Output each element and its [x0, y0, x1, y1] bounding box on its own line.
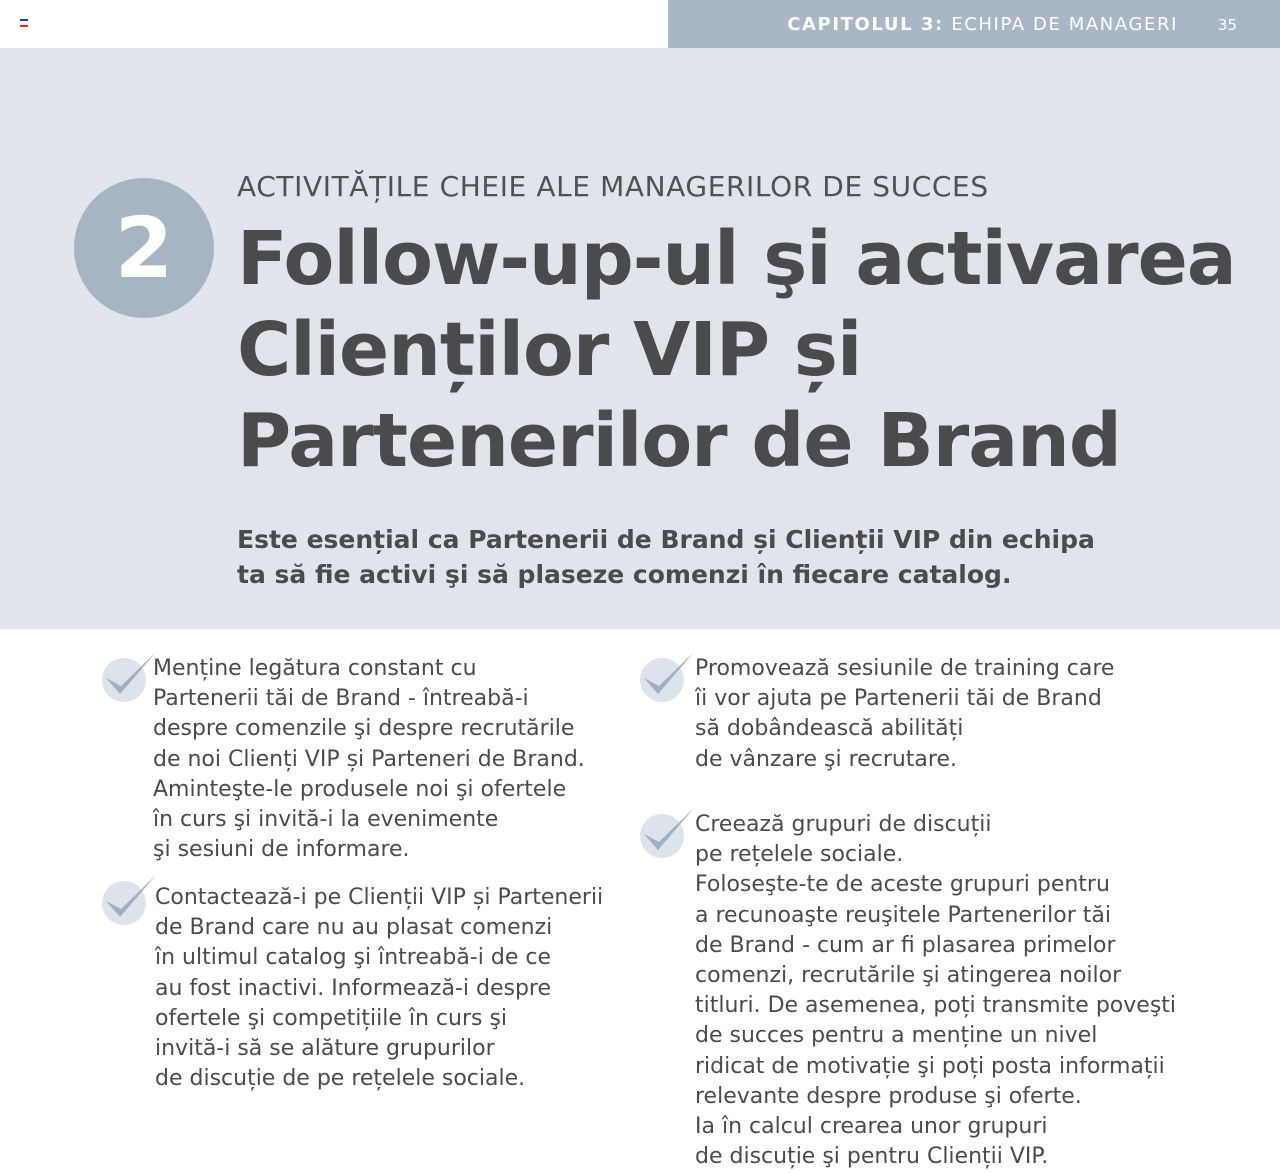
checkmark-icon	[100, 650, 158, 706]
chapter-header	[668, 0, 1280, 48]
item-line: de discuție şi pentru Clienții VIP.	[695, 1144, 1049, 1170]
item-line: de Brand care nu au plasat comenzi	[155, 915, 553, 941]
checkmark-icon	[100, 873, 158, 929]
item-line: au fost inactivi. Informează-i despre	[155, 975, 552, 1001]
item-line: ridicat de motivație şi poți posta informații	[695, 1053, 1165, 1079]
item-line: Aminteşte-le produsele noi şi ofertele	[153, 776, 567, 802]
item-line: Partenerii tăi de Brand - întreabă-i	[153, 686, 529, 712]
item-line: pe rețelele sociale.	[695, 842, 904, 868]
chapter-number: CAPITOLUL 3:	[787, 14, 944, 35]
item-line: titluri. De asemenea, poți transmite poveşti	[695, 993, 1177, 1019]
item-text	[155, 883, 603, 1094]
intro-line: ta să fie activi şi să plaseze comenzi în fiecare catalog.	[237, 560, 1012, 589]
item-line: de Brand - cum ar fi plasarea primelor	[695, 932, 1116, 958]
title-line: Partenerilor de Brand	[237, 398, 1121, 484]
item-line: a recunoaşte reuşitele Partenerilor tăi	[695, 902, 1111, 928]
item-line: Ia în calcul crearea unor grupuri	[695, 1114, 1048, 1140]
chapter-title: ECHIPA DE MANAGERI	[951, 14, 1178, 35]
item-line: Foloseşte-te de aceste grupuri pentru	[695, 872, 1110, 898]
item-text	[695, 810, 1176, 1172]
item-text	[153, 654, 585, 865]
checkmark-icon	[638, 650, 696, 706]
item-line: Menține legătura constant cu	[153, 656, 477, 681]
item-line: de noi Clienți VIP și Parteneri de Brand.	[153, 746, 585, 772]
chapter-label	[787, 14, 1178, 35]
flag-stripe-red	[20, 25, 28, 27]
item-line: invită-i să se alăture grupurilor	[155, 1036, 495, 1062]
item-line: de discuție de pe rețelele sociale.	[155, 1066, 526, 1092]
item-line: de vânzare şi recrutare.	[695, 746, 958, 772]
top-bar	[0, 0, 1280, 48]
item-line: Promovează sesiunile de training care	[695, 656, 1115, 681]
item-line: şi sesiuni de informare.	[153, 837, 410, 863]
flag-stripe-blue	[20, 19, 28, 21]
item-line: îi vor ajuta pe Partenerii tăi de Brand	[695, 686, 1102, 712]
title-line: Clienților VIP și	[237, 307, 862, 393]
item-line: relevante despre produse şi oferte.	[695, 1083, 1082, 1109]
romanian-flag-icon	[20, 19, 28, 27]
item-line: în ultimul catalog şi întreabă-i de ce	[155, 945, 551, 971]
item-line: ofertele şi competițiile în curs şi	[155, 1005, 508, 1031]
page-title	[237, 214, 1236, 487]
item-line: Creează grupuri de discuții	[695, 812, 992, 837]
checkmark-icon	[638, 806, 696, 862]
title-line: Follow-up-ul şi activarea	[237, 216, 1236, 302]
section-kicker: ACTIVITĂȚILE CHEIE ALE MANAGERILOR DE SUCCES	[237, 170, 989, 203]
intro-line: Este esențial ca Partenerii de Brand și Clienții VIP din echipa	[237, 525, 1095, 554]
page-number: 35	[1217, 16, 1237, 34]
item-line: comenzi, recrutările şi atingerea noilor	[695, 963, 1122, 989]
item-line: în curs şi invită-i la evenimente	[153, 807, 499, 833]
intro-text	[237, 522, 1095, 592]
item-text	[695, 654, 1114, 775]
flag-stripe-white	[20, 22, 28, 24]
item-line: să dobândească abilități	[695, 716, 964, 742]
item-line: Contactează-i pe Clienții VIP și Partenerii	[155, 885, 604, 910]
item-line: de succes pentru a menține un nivel	[695, 1023, 1098, 1049]
step-number-badge: 2	[74, 178, 214, 318]
item-line: despre comenzile şi despre recrutările	[153, 716, 575, 742]
